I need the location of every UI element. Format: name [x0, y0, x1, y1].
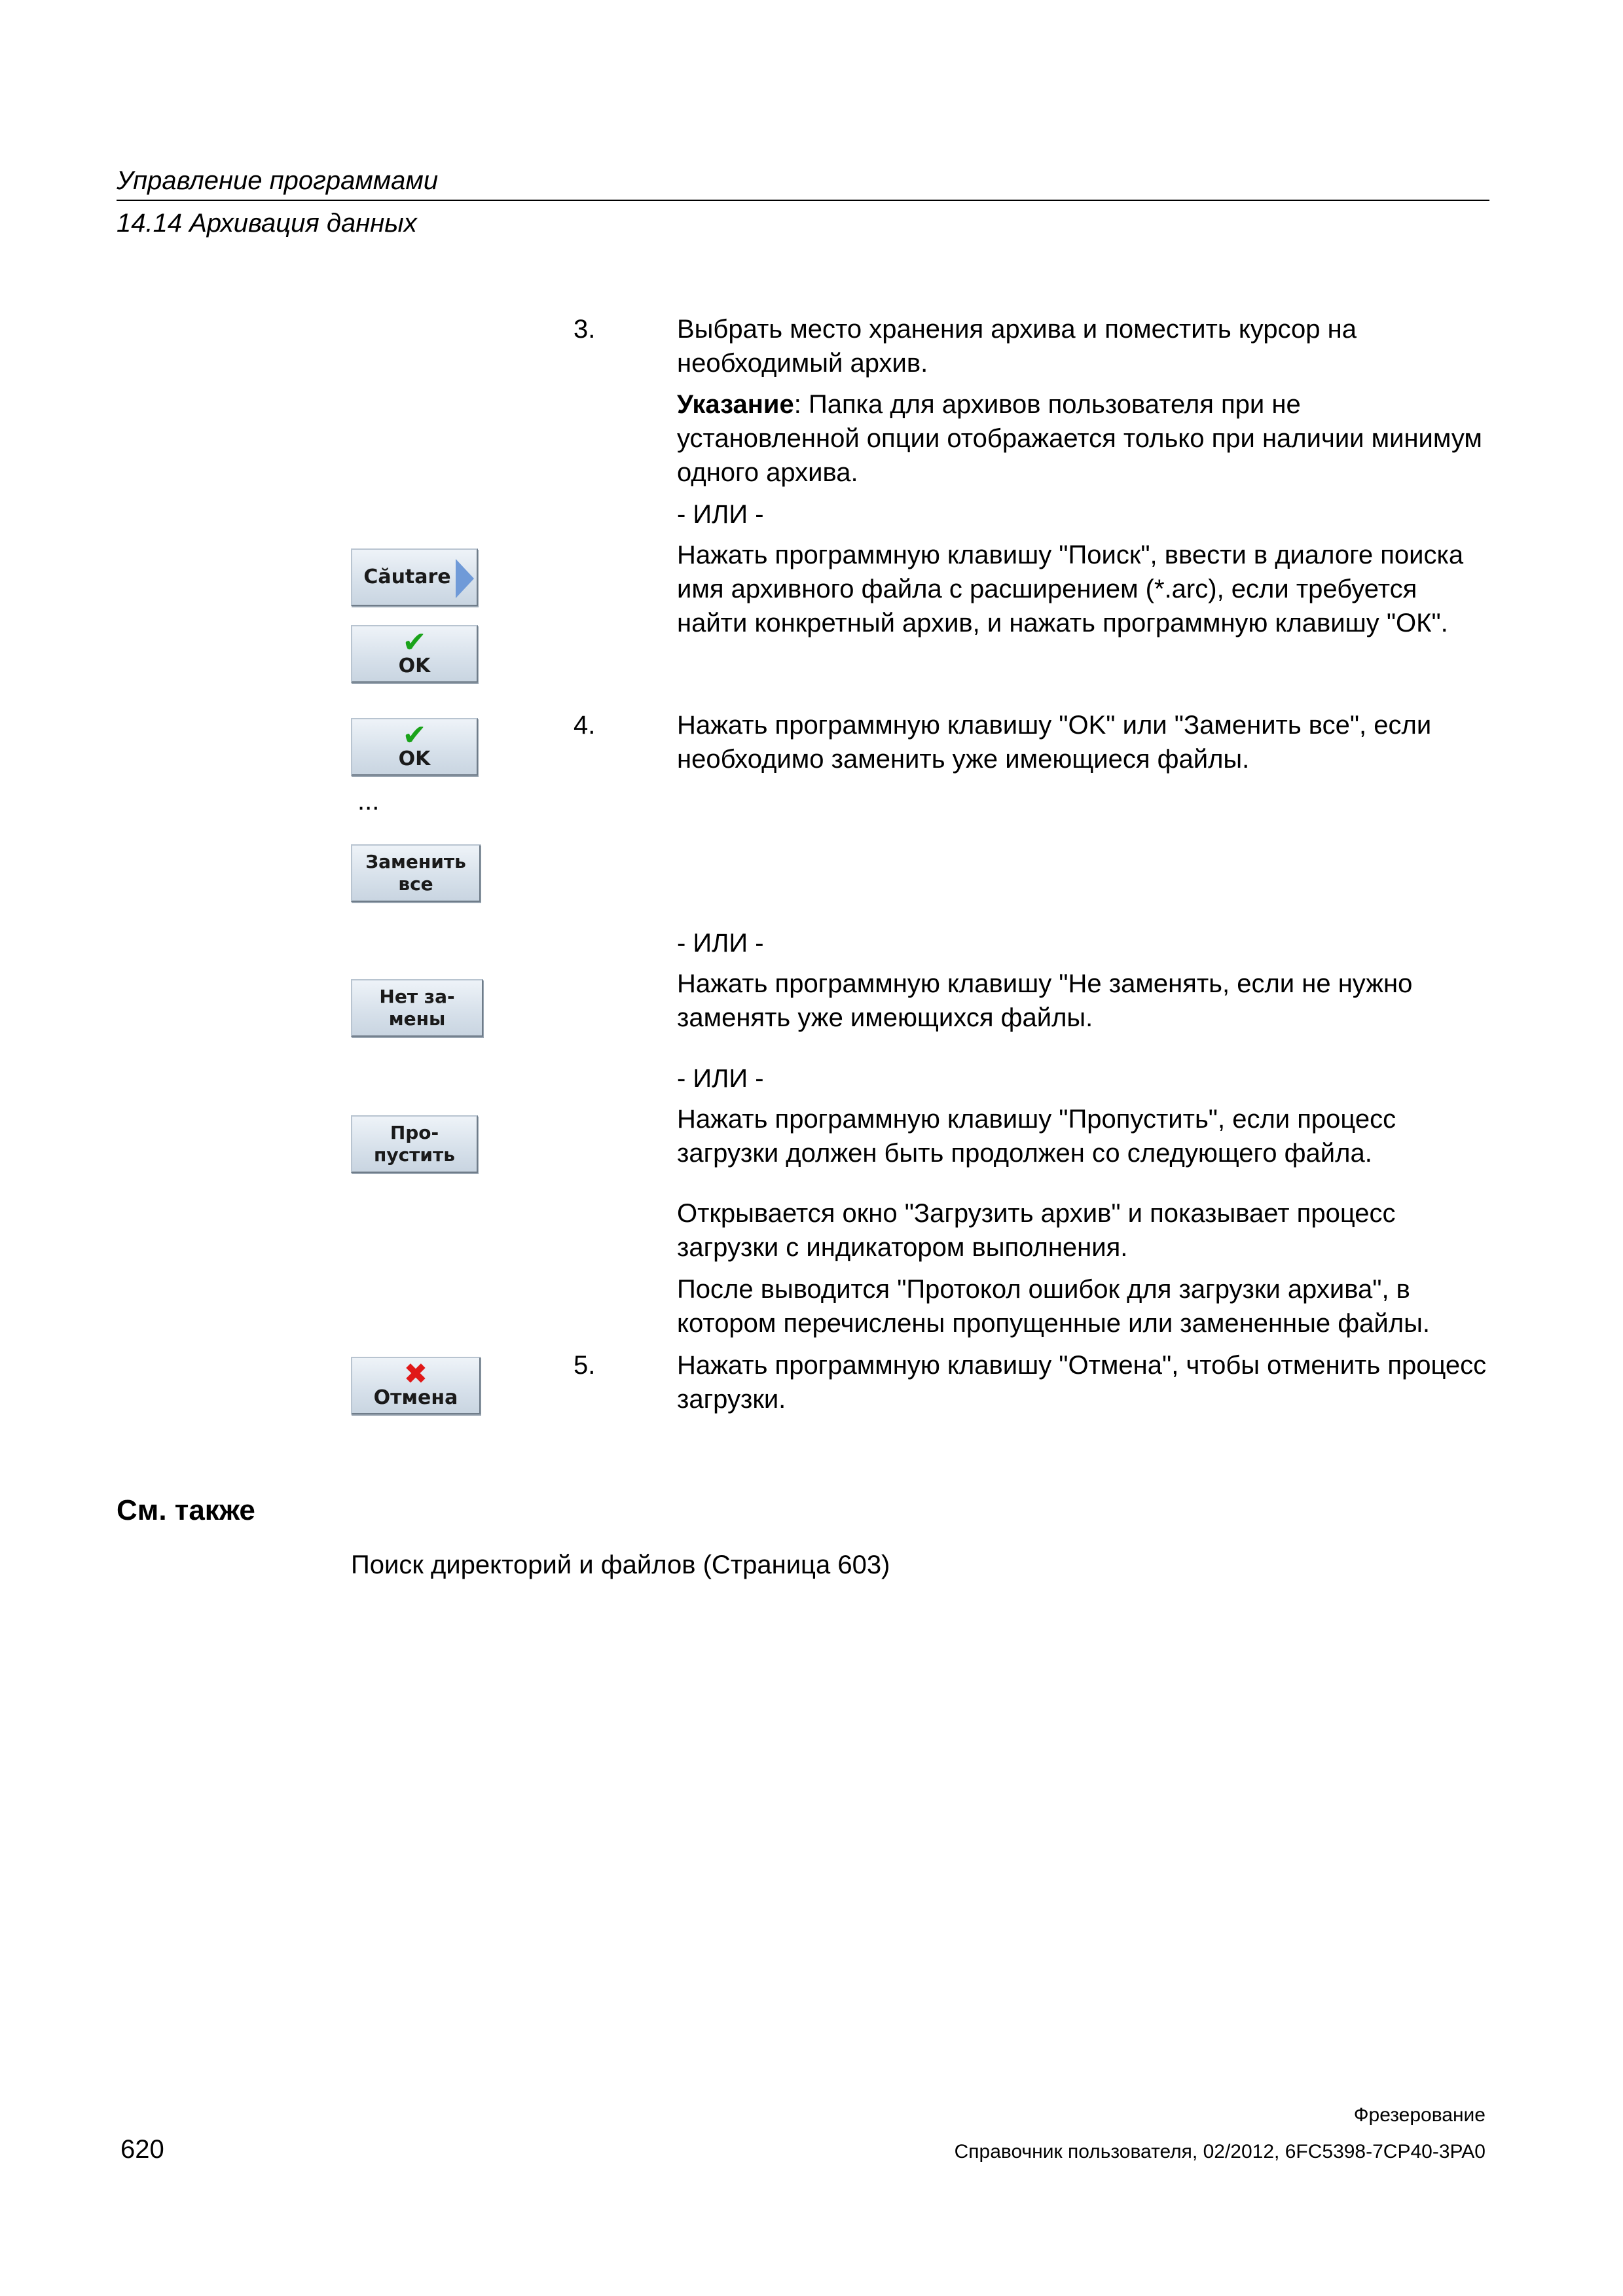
step-3-note-paragraph: [677, 387, 1489, 490]
step-4-protocol-text: После выводится "Протокол ошибок для загрузки архива", в котором перечислены пропущенные или замененные файлы.: [677, 1275, 1430, 1338]
step-3-search-text: Нажать программную клавишу "Поиск", ввести в диалоге поиска имя архивного файла с расширением (*.arc), если требуется найти конкретный архив, и нажать программную клавишу "ОК".: [677, 541, 1464, 637]
no-replace-line2: мены: [388, 1008, 446, 1030]
footer-book: Фрезерование: [1353, 2104, 1486, 2126]
cancel-softkey-label: Отмена: [373, 1386, 458, 1409]
step-5-text: Нажать программную клавишу "Отмена", чтобы отменить процесс загрузки.: [677, 1351, 1487, 1414]
ok-softkey-2-label: OK: [398, 747, 431, 770]
step-number-4: 4.: [574, 711, 596, 740]
step-number-5: 5.: [574, 1351, 596, 1380]
step-number-3: 3.: [574, 315, 596, 344]
step-4-skip-text: Нажать программную клавишу "Пропустить", если процесс загрузки должен быть продолжен со следующего файла.: [677, 1105, 1396, 1168]
replace-all-line2: все: [398, 873, 433, 895]
ok-softkey-1: [351, 625, 478, 683]
skip-line2: пустить: [374, 1144, 455, 1166]
step-4-text: Нажать программную клавишу "OK" или "Заменить все", если необходимо заменить уже имеющиеся файлы.: [677, 711, 1432, 774]
chapter-title: Управление программами: [117, 166, 439, 195]
note-text: : Папка для архивов пользователя при не установленной опции отображается только при наличии минимум одного архива.: [677, 390, 1482, 487]
skip-softkey: [351, 1115, 478, 1173]
green-checkmark-icon: ✔: [402, 719, 427, 752]
skip-line1: Про-: [390, 1122, 439, 1143]
header-rule: [117, 200, 1489, 201]
ok-softkey-2: [351, 718, 478, 776]
step-3-instruction: Выбрать место хранения архива и поместить курсор на необходимый архив.: [677, 315, 1357, 378]
step-3-text: [677, 312, 1489, 380]
ok-softkey-1-label: OK: [398, 655, 431, 677]
ellipsis: ...: [357, 787, 380, 816]
replace-all-line1: Заменить: [365, 851, 466, 872]
no-replace-line1: Нет за-: [379, 986, 455, 1007]
search-softkey: [351, 548, 478, 606]
or-separator-3: - ИЛИ -: [677, 1064, 764, 1093]
or-separator-1: - ИЛИ -: [677, 500, 764, 529]
red-cross-icon: ✖: [403, 1357, 428, 1391]
arrow-right-icon: [456, 559, 474, 598]
footer-reference: Справочник пользователя, 02/2012, 6FC5398-7CP40-3PA0: [954, 2141, 1486, 2162]
note-label: Указание: [677, 390, 794, 419]
replace-all-softkey: [351, 844, 481, 902]
see-also-link[interactable]: Поиск директорий и файлов (Страница 603): [351, 1551, 890, 1579]
or-separator-2: - ИЛИ -: [677, 929, 764, 958]
step-4-no-replace-text: Нажать программную клавишу "Не заменять, если не нужно заменять уже имеющихся файлы.: [677, 969, 1413, 1032]
section-title: 14.14 Архивация данных: [117, 209, 417, 238]
green-checkmark-icon: ✔: [402, 626, 427, 659]
no-replace-softkey: [351, 979, 483, 1037]
see-also-heading: См. также: [117, 1494, 255, 1526]
step-3-note: [677, 387, 1489, 490]
cancel-softkey: [351, 1357, 481, 1414]
page-number: 620: [120, 2135, 164, 2164]
step-4-window-text: Открывается окно "Загрузить архив" и показывает процесс загрузки с индикатором выполнения.: [677, 1199, 1396, 1262]
search-softkey-label: Căutare: [363, 565, 451, 588]
